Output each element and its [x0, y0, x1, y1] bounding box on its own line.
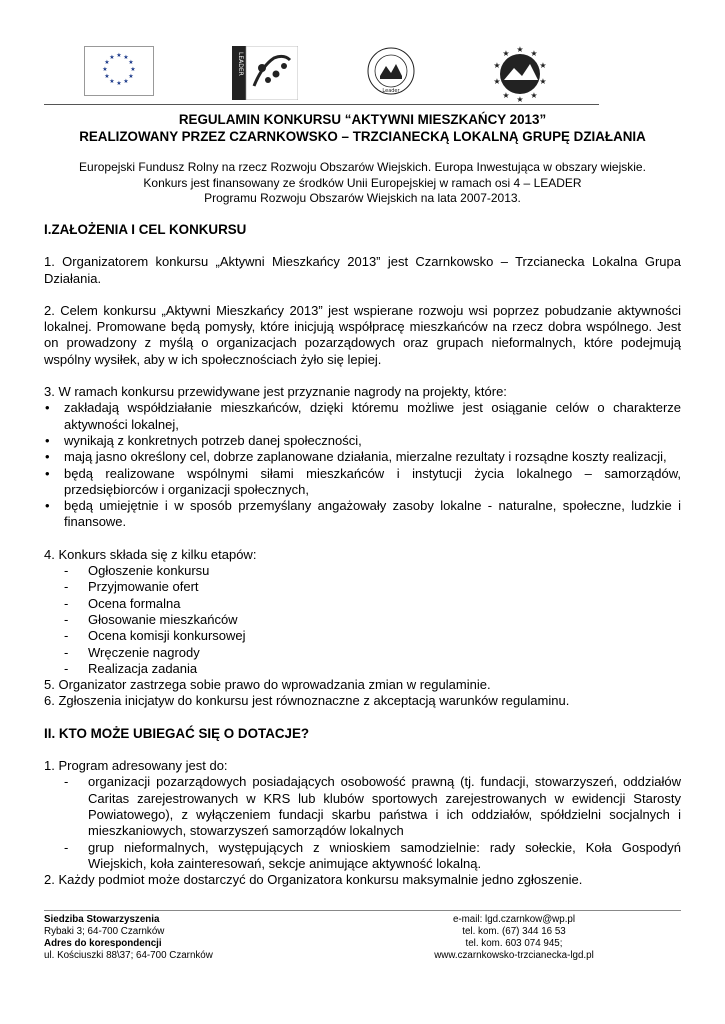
footer-label: Siedziba Stowarzyszenia — [44, 914, 160, 925]
document-subtitle: REALIZOWANY PRZEZ CZARNKOWSKO – TRZCIANECKĄ LOKALNĄ GRUPĘ DZIAŁANIA — [79, 129, 646, 144]
svg-text:★: ★ — [128, 73, 134, 80]
svg-text:★: ★ — [123, 54, 129, 61]
svg-text:★: ★ — [102, 66, 108, 73]
list-item: • będą realizowane wspólnymi siłami mieszkańców i instytucji życia lokalnego – samorządów, przedsiębiorców i organizacji społecznych, — [45, 465, 681, 497]
lgd-stamp-logo — [366, 46, 416, 96]
footer-phone: tel. kom. 603 074 945; — [465, 938, 563, 949]
stage-item: - Realizacja zadania — [64, 660, 198, 676]
paragraph: 3. W ramach konkursu przewidywane jest przyznanie nagrody na projekty, które: — [44, 384, 507, 400]
svg-text:★: ★ — [109, 78, 115, 85]
list-item: • będą umiejętnie i w sposób przemyślany angażowały zasoby lokalne - naturalne, społeczne, ludzkie i finansowe. — [45, 498, 681, 530]
svg-text:★: ★ — [493, 77, 501, 86]
svg-text:★: ★ — [130, 66, 136, 73]
paragraph: 5. Organizator zastrzega sobie prawo do wprowadzania zmian w regulaminie. — [44, 677, 491, 693]
svg-text:★: ★ — [502, 49, 510, 58]
svg-text:★: ★ — [116, 52, 122, 59]
list-item: • zakładają współdziałanie mieszkańców, dzięki któremu możliwe jest osiąganie celów o charakterze aktywności lokalnej, — [45, 400, 681, 432]
svg-text:★: ★ — [539, 61, 547, 70]
svg-text:★: ★ — [539, 77, 547, 86]
stage-item: - Głosowanie mieszkańców — [64, 611, 238, 627]
list-item: - organizacji pozarządowych posiadających osobowość prawną (tj. fundacji, stowarzyszeń, oddziałów Caritas zarejestrowanych w KRS lub klubów sportowych zarejestrowanych w ewidencji Starosty Powiatowego), z wyłączeniem fundacji skarbu państwa i ich oddziałów, spółdzielni socjalnych i mieszkaniowych, stowarzyszeń samorządów lokalnych — [64, 774, 681, 839]
logo-row — [0, 46, 725, 102]
paragraph: 2. Każdy podmiot może dostarczyć do Organizatora konkursu maksymalnie jedno zgłoszenie. — [44, 872, 583, 888]
svg-text:★: ★ — [128, 59, 134, 66]
paragraph: 6. Zgłoszenia inicjatyw do konkursu jest równoznaczne z akceptacją warunków regulaminu. — [44, 693, 570, 709]
star-leader-logo — [492, 46, 548, 102]
svg-text:★: ★ — [109, 54, 115, 61]
svg-text:★: ★ — [493, 61, 501, 70]
footer-address: Rybaki 3; 64-700 Czarnków — [44, 926, 165, 937]
footer-address: ul. Kościuszki 88\37; 64-700 Czarnków — [44, 950, 213, 961]
list-item: • mają jasno określony cel, dobrze zaplanowane działania, mierzalne rezultaty i rozsądne koszty realizacji, — [45, 449, 667, 465]
paragraph: 1. Program adresowany jest do: — [44, 758, 228, 774]
leader-flag-text: LEADER — [237, 52, 244, 76]
section-heading: I.ZAŁOŻENIA I CEL KONKURSU — [44, 222, 247, 237]
svg-text:★: ★ — [516, 95, 524, 102]
svg-text:★: ★ — [104, 73, 110, 80]
stage-item: - Wręczenie nagrody — [64, 644, 200, 660]
document-title: REGULAMIN KONKURSU “AKTYWNI MIESZKAŃCY 2013” — [178, 112, 547, 127]
leader-flag-logo — [232, 46, 298, 100]
intro-line: Europejski Fundusz Rolny na rzecz Rozwoju Obszarów Wiejskich. Europa Inwestująca w obszary wiejskie. — [79, 160, 646, 174]
footer-divider — [44, 910, 681, 911]
stage-item: - Przyjmowanie ofert — [64, 579, 199, 595]
svg-text:★: ★ — [530, 49, 538, 58]
paragraph: 4. Konkurs składa się z kilku etapów: — [44, 546, 257, 562]
intro-line: Konkurs jest finansowany ze środków Unii Europejskiej w ramach osi 4 – LEADER — [143, 175, 582, 190]
intro-line: Programu Rozwoju Obszarów Wiejskich na lata 2007-2013. — [204, 191, 521, 205]
section-heading: II. KTO MOŻE UBIEGAĆ SIĘ O DOTACJE? — [44, 725, 310, 741]
list-item: - grup nieformalnych, występujących z wnioskiem samodzielnie: rady sołeckie, Koła Gospodyń Wiejskich, koła zainteresowań, sekcje animujące aktywność lokalną. — [64, 839, 681, 871]
paragraph: 2. Celem konkursu „Aktywni Mieszkańcy 2013” jest wspierane rozwoju wsi poprzez pobudzanie aktywności lokalnej. Promowane będą pomysły, które inicjują współpracę mieszkańców na rzecz dobra wspólnego. Jest on prowadzony z myślą o organizacjach pozarządowych oraz grupach nieformalnych, które podejmują wspólny wysiłek, aby w ich społecznościach żyło się lepiej. — [44, 302, 681, 367]
header-divider — [44, 104, 599, 105]
footer-phone: tel. kom. (67) 344 16 53 — [462, 926, 566, 937]
stamp-text: Leader — [382, 88, 400, 94]
footer-label: Adres do korespondencji — [44, 938, 162, 949]
document-body — [44, 222, 681, 888]
intro-block — [0, 160, 725, 207]
list-item: • wynikają z konkretnych potrzeb danej społeczności, — [45, 432, 362, 448]
svg-text:★: ★ — [123, 78, 129, 85]
svg-text:★: ★ — [516, 46, 524, 54]
svg-text:★: ★ — [116, 80, 122, 87]
paragraph: 1. Organizatorem konkursu „Aktywni Mieszkańcy 2013” jest Czarnkowsko – Trzcianecka Lokalna Grupa Działania. — [44, 254, 681, 286]
stage-item: - Ogłoszenie konkursu — [64, 563, 210, 579]
svg-text:★: ★ — [104, 59, 110, 66]
svg-text:★: ★ — [502, 91, 510, 100]
stage-item: - Ocena komisji konkursowej — [64, 628, 246, 644]
footer-email: e-mail: lgd.czarnkow@wp.pl — [452, 914, 576, 925]
footer-website: www.czarnkowsko-trzcianecka-lgd.pl — [434, 950, 594, 961]
stage-item: - Ocena formalna — [64, 595, 181, 611]
svg-text:★: ★ — [530, 91, 538, 100]
eu-flag-logo — [84, 46, 154, 96]
